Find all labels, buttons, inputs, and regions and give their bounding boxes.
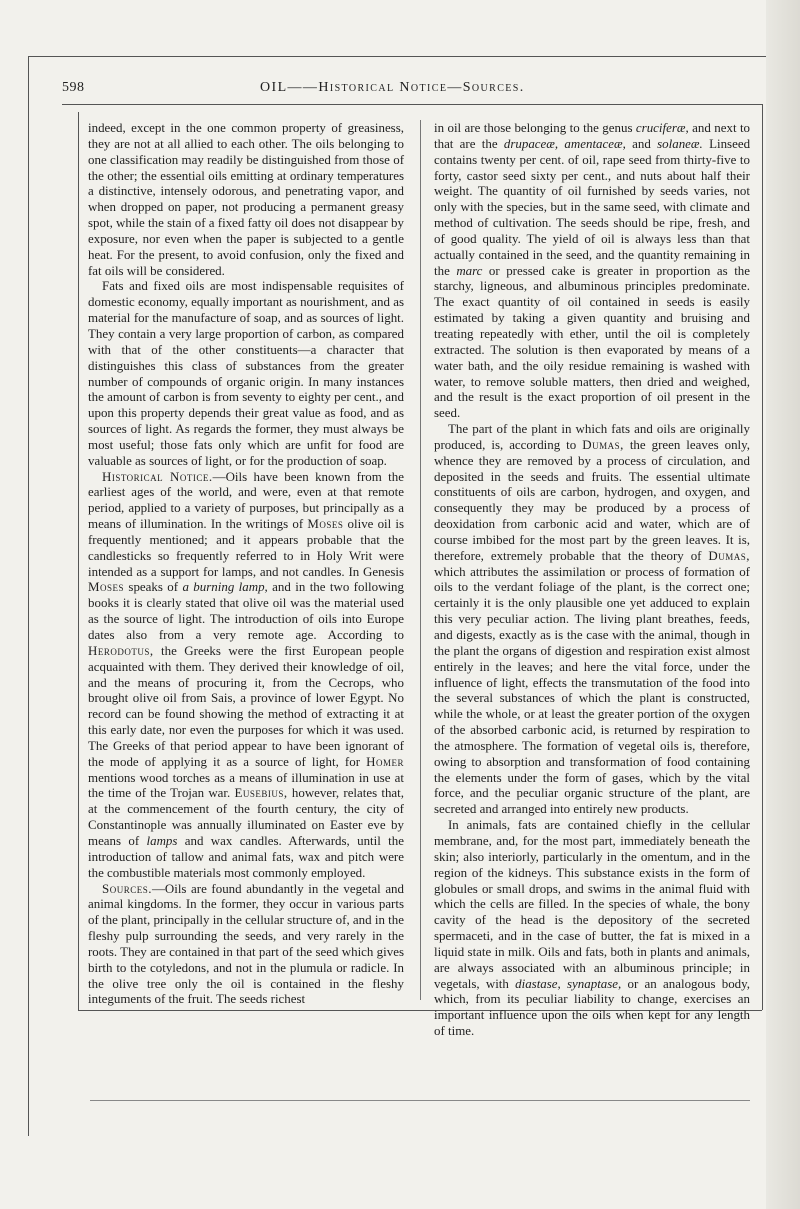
paragraph: In animals, fats are contained chiefly in the cellular membrane, and, for the most part, immediately beneath the skin; also interiorly, particularly in the omentum, and in the region of the kidneys. This substance exists in the form of globules or small drops, and swims in the animal fluid with which the cells are filled. In the species of whale, the bony cavity of the head is the depository of the secreted spermaceti, and in the case of butter, the fat is mixed in a liquid state in milk. Oils and fats, both in plants and animals, are always associated with an albuminous principle; in vegetals, with diastase, synaptase, or an analogous body, which, from its peculiar liability to change, exercises an important influence upon the oils when kept for any length of time. <box>434 817 750 1039</box>
paragraph: in oil are those belonging to the genus cruciferæ, and next to that are the drupaceæ, amentaceæ, and solaneæ. Linseed contains twenty per cent. of oil, rape seed from thirty-five to forty, castor seed sixty per cent., and nuts about half their weight. The quantity of oil furnished by seeds varies, not only with the species, but in the same seed, with climate and method of cultivation. The seeds should be ripe, fresh, and of good quality. The yield of oil is always less than that actually contained in the seed, and the quantity remaining in the marc or pressed cake is greater in proportion as the starchy, ligneous, and albuminous principles predominate. The exact quantity of oil contained in seeds is easily estimated by taking a given quantity and bruising and treating repeatedly with ether, until the oil is completely extracted. The solution is then evaporated by means of a water bath, and the oily residue remaining is washed with water, to remove soluble matters, then dried and weighed, and the result is the exact proportion of oil present in the seed. <box>434 120 751 421</box>
frame-left-line <box>28 56 29 1136</box>
section-heading: Historical Notice. <box>102 468 213 484</box>
section-heading: Sources. <box>102 880 152 896</box>
paragraph: The part of the plant in which fats and oils are originally produced, is, according to Dumas, the green leaves only, whence they are removed by a process of circulation, and deposited in the seeds and fruits. The essential ultimate constituents of oils are carbon, hydrogen, and oxygen, and consequently they may be produced by a process of deoxidation from carbonic acid and water, which are of course imbibed for the most part by the green leaves. It is, therefore, extremely probable that the theory of Dumas, which attributes the assimilation or process of formation of oils to the verdant foliage of the plant, is the correct one; certainly it is the only plausible one yet adduced to explain this very peculiar action. The living plant breathes, feeds, and digests, exactly as is the case with the animal, though in the plant the organs of digestion and respiration exist almost entirely in the leaves; and here the vital force, under the influence of light, effects the transmutation of the food into the several substances of which the plant is constructed, while the whole, or at least the greater portion of the oxygen of the absorbed carbonic acid, is returned by respiration to the atmosphere. The formation of vegetal oils is, therefore, owing to absorption and transformation of food containing the elements under the form of gases, which by the vital force, and the peculiar organic structure of the plant, are secreted and arranged into entirely new products. <box>434 421 751 817</box>
right-column <box>434 120 750 1039</box>
page-number: 598 <box>62 80 85 95</box>
paragraph: indeed, except in the one common property of greasiness, they are not at all allied to each other. The oils belonging to one classification may readily be distinguished from those of the other; the essential oils emitting at ordinary temperatures a distinctive, intensely odorous, and penetrating vapor, and when dropped on paper, not producing a permanent greasy spot, while the stain of a fixed fatty oil does not disappear by exposure, nor even when the paper is subjected to a gentle heat. For the present, to avoid confusion, only the fixed and fat oils will be considered. <box>88 120 404 278</box>
left-column <box>88 120 404 1007</box>
paragraph: Fats and fixed oils are most indispensable requisites of domestic economy, equally important as nourishment, and as material for the manufacture of soap, and as sources of light. They contain a very large proportion of carbon, as compared with that of the other constituents—a character that distinguishes this class of substances from the greater number of compounds of organic origin. In many instances the amount of carbon is from seventy to eighty per cent., and upon this property depends their great value as food, and as sources of light. As regards the former, they must always be most useful; those fats only which are unfit for food are valuable as sources of light, or for the production of soap. <box>88 278 404 468</box>
footer-rule-2 <box>90 1100 750 1101</box>
page-edge-shadow <box>766 0 800 1209</box>
header-rule <box>62 104 762 105</box>
content-left-rule <box>78 112 79 1010</box>
running-title: OIL——Historical Notice—Sources. <box>260 80 525 95</box>
page-header <box>62 80 762 102</box>
paragraph-sources: Sources.—Oils are found abundantly in the vegetal and animal kingdoms. In the former, they occur in various parts of the plant, principally in the cellular structure of, and in the fleshy pulp surrounding the seeds, and very rarely in the roots. They are contained in that part of the seed which gives birth to the cotyledons, and not in the plumula or radicle. In the olive tree only the oil is contained in the fleshy integuments of the fruit. The seeds richest <box>88 880 404 1007</box>
paragraph-historical-notice: Historical Notice.—Oils have been known from the earliest ages of the world, and were, even at that remote period, applied to a variety of purposes, but principally as a means of illumination. In the writings of Moses olive oil is frequently mentioned; and it appears probable that the candlesticks so frequently referred to in Holy Writ were intended as a support for lamps, and not candles. In Genesis Moses speaks of a burning lamp, and in the two following books it is clearly stated that olive oil was the material used as the source of light. The introduction of oils into Europe dates also from a very remote age. According to Herodotus, the Greeks were the first European people acquainted with them. They derived their knowledge of oil, and the means of procuring it, from the Cecrops, who brought olive oil from Sais, a province of lower Egypt. No record can be found showing the method of extracting it at this early date, nor even the purposes for which it was used. The Greeks of that period appear to have been ignorant of the mode of applying it as a source of light, for Homer mentions wood torches as a means of illumination in use at the time of the Trojan war. Eusebius, however, relates that, at the commencement of the fourth century, the city of Constantinople was annually illuminated on Easter eve by means of lamps and wax candles. Afterwards, until the introduction of tallow and animal fats, wax and pitch were the combustible materials most commonly employed. <box>88 468 405 880</box>
frame-top-line <box>28 56 768 57</box>
column-divider <box>420 120 421 1000</box>
content-right-rule <box>762 104 763 1010</box>
